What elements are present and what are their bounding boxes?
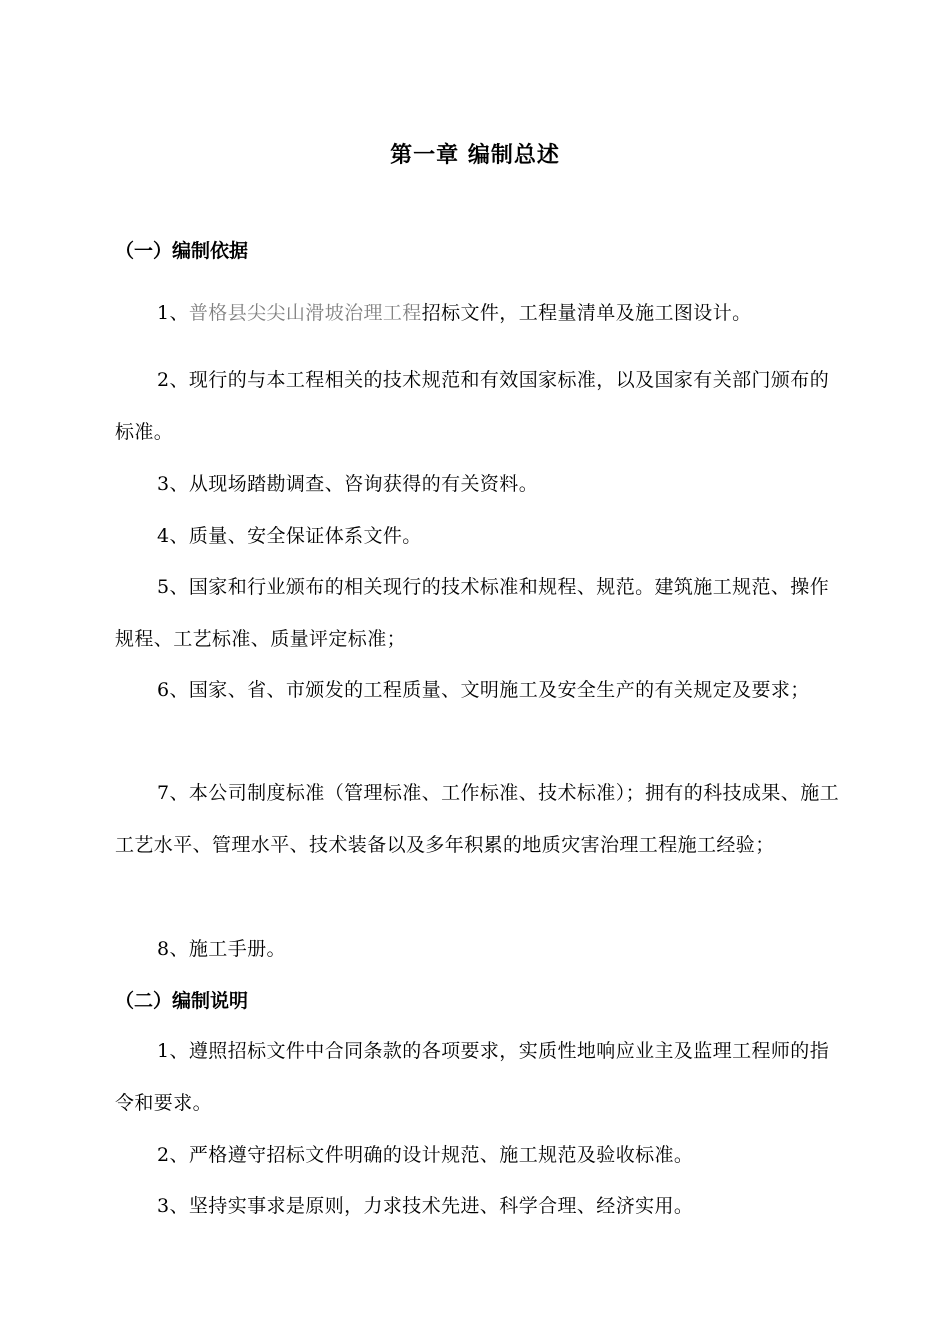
basis-item-3: 3、从现场踏勘调查、咨询获得的有关资料。 xyxy=(157,473,539,495)
basis-item-6: 6、国家、省、市颁发的工程质量、文明施工及安全生产的有关规定及要求； xyxy=(157,679,810,701)
notes-item-2: 2、严格遵守招标文件明确的设计规范、施工规范及验收标准。 xyxy=(157,1144,694,1166)
basis-item-7: 7、本公司制度标准（管理标准、工作标准、技术标准）；拥有的科技成果、施工工艺水平、管理水平、技术装备以及多年积累的地质灾害治理工程施工经验； xyxy=(115,782,839,856)
basis-item-1 xyxy=(115,287,845,339)
basis-item-2: 2、现行的与本工程相关的技术规范和有效国家标准，以及国家有关部门颁布的标准。 xyxy=(115,369,830,443)
basis-item-1-lead: 1、 xyxy=(157,302,189,324)
basis-item-1-rest: 招标文件，工程量清单及施工图设计。 xyxy=(421,302,752,324)
chapter-title: 第一章 编制总述 xyxy=(390,143,560,168)
notes-item-1: 1、遵照招标文件中合同条款的各项要求，实质性地响应业主及监理工程师的指令和要求。 xyxy=(115,1040,830,1114)
basis-item-5: 5、国家和行业颁布的相关现行的技术标准和规程、规范。建筑施工规范、操作规程、工艺标准、质量评定标准； xyxy=(115,576,830,650)
notes-item-3: 3、坚持实事求是原则，力求技术先进、科学合理、经济实用。 xyxy=(157,1195,694,1217)
basis-item-8: 8、施工手册。 xyxy=(157,938,286,960)
basis-item-4: 4、质量、安全保证体系文件。 xyxy=(157,525,422,547)
section-heading-notes: （二）编制说明 xyxy=(115,990,249,1012)
project-name-highlight: 普格县尖尖山滑坡治理工程 xyxy=(188,302,422,324)
section-heading-basis: （一）编制依据 xyxy=(115,240,249,262)
